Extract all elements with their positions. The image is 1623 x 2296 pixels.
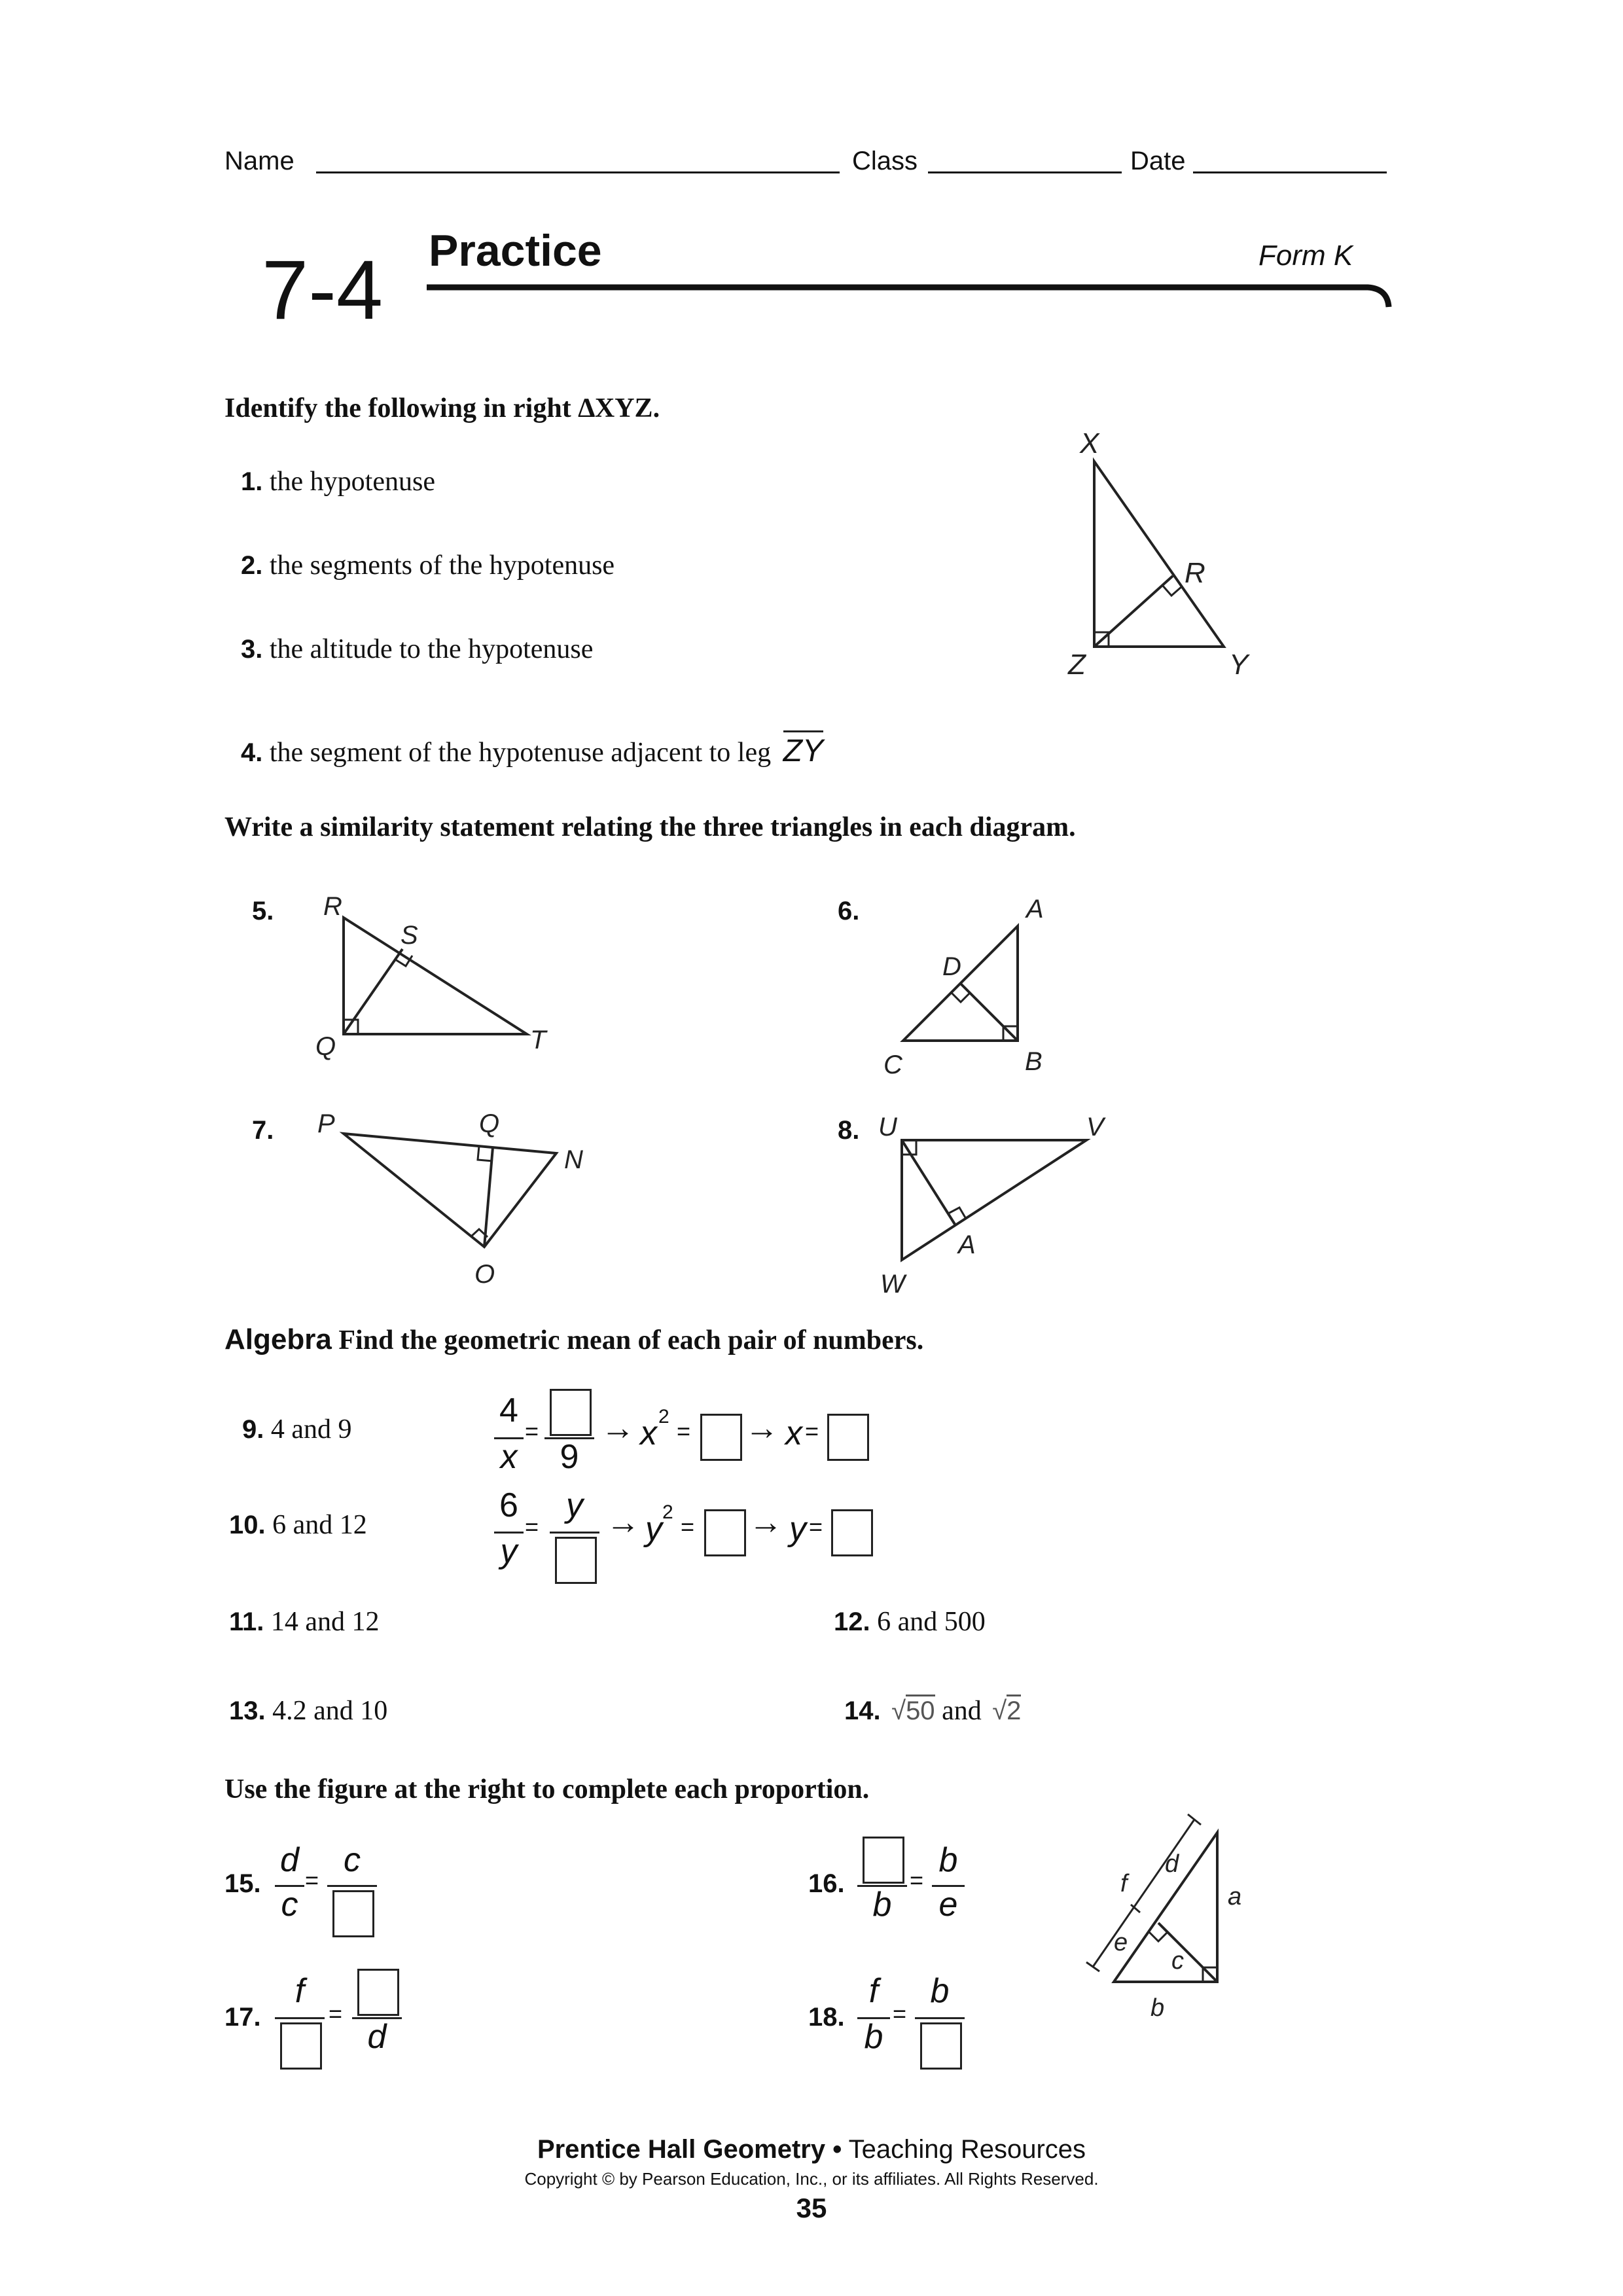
question-number: 15. xyxy=(224,1869,261,1898)
class-label: Class xyxy=(852,147,918,175)
question-number: 10. xyxy=(229,1511,266,1539)
triangle-xyz-figure xyxy=(1060,425,1270,681)
question-12 xyxy=(834,1606,986,1638)
section1-instruction: Identify the following in right ∆XYZ. xyxy=(224,393,660,423)
label-v: V xyxy=(1086,1113,1104,1141)
equals-sign: = xyxy=(805,1418,819,1444)
label-q: Q xyxy=(315,1032,336,1061)
footer-book-line xyxy=(0,2135,1623,2164)
question-text: 4 and 9 xyxy=(270,1414,352,1444)
question-number: 4. xyxy=(241,738,263,767)
frac-numerator: b xyxy=(938,1841,958,1879)
question-number: 16. xyxy=(808,1869,845,1898)
question-1 xyxy=(241,466,435,497)
question-number: 1. xyxy=(241,467,263,496)
radicand: 50 xyxy=(906,1695,935,1725)
arrow-icon: → xyxy=(745,1409,779,1447)
question-13 xyxy=(229,1695,387,1727)
frac-numerator: d xyxy=(280,1841,299,1879)
fraction-bar xyxy=(915,2017,965,2019)
label-e: e xyxy=(1114,1929,1128,1956)
answer-box-10b[interactable] xyxy=(704,1509,746,1556)
label-c: C xyxy=(883,1050,902,1079)
question-number: 18. xyxy=(808,2003,845,2032)
question-4 xyxy=(241,733,823,769)
variable: y xyxy=(645,1510,662,1548)
segment-zy: ZY xyxy=(783,730,823,768)
label-d: d xyxy=(1165,1850,1179,1878)
frac-denominator: c xyxy=(281,1886,298,1924)
frac-denominator: b xyxy=(864,2018,883,2056)
label-a: A xyxy=(958,1230,976,1259)
section4-instruction: Use the figure at the right to complete each proportion. xyxy=(224,1774,870,1804)
question-10 xyxy=(229,1509,367,1541)
page-number: 35 xyxy=(796,2193,827,2223)
superscript: 2 xyxy=(662,1501,673,1523)
frac-denominator: b xyxy=(872,1886,892,1924)
equals-sign: = xyxy=(305,1867,319,1893)
answer-box-16[interactable] xyxy=(863,1837,904,1884)
section2-instruction: Write a similarity statement relating the three triangles in each diagram. xyxy=(224,812,1076,842)
question-number: 6. xyxy=(838,897,860,925)
frac-numerator: 4 xyxy=(499,1391,518,1429)
frac-numerator: y xyxy=(566,1486,583,1524)
frac-numerator: c xyxy=(344,1841,361,1879)
page-title: Practice xyxy=(429,226,602,276)
equals-sign: = xyxy=(681,1513,695,1540)
question-number: 12. xyxy=(834,1607,870,1636)
equals-sign: = xyxy=(525,1513,539,1540)
label-r: R xyxy=(1185,557,1205,589)
name-field[interactable] xyxy=(316,171,840,173)
answer-box-18[interactable] xyxy=(920,2022,962,2070)
label-r: R xyxy=(323,892,342,921)
fraction-bar xyxy=(275,2017,325,2019)
name-label: Name xyxy=(224,147,294,175)
superscript: 2 xyxy=(658,1406,669,1427)
answer-box-17a[interactable] xyxy=(280,2022,322,2070)
question-text: the hypotenuse xyxy=(269,467,435,497)
frac-denominator: d xyxy=(367,2018,387,2056)
instruction-text: Find the geometric mean of each pair of numbers. xyxy=(338,1325,924,1355)
frac-denominator: x xyxy=(500,1438,518,1476)
question-text: the altitude to the hypotenuse xyxy=(269,634,594,664)
equals-sign: = xyxy=(910,1867,924,1893)
variable: y xyxy=(789,1510,806,1548)
question-text: the segment of the hypotenuse adjacent to leg xyxy=(269,738,772,768)
label-o: O xyxy=(474,1260,495,1289)
question-number: 3. xyxy=(241,635,263,664)
frac-numerator: b xyxy=(930,1972,950,2010)
label-w: W xyxy=(880,1270,905,1299)
equals-sign: = xyxy=(677,1418,691,1444)
label-p: P xyxy=(317,1109,335,1138)
arrow-icon: → xyxy=(606,1503,640,1541)
question-text: 4.2 and 10 xyxy=(272,1696,388,1726)
label-n: N xyxy=(564,1145,583,1174)
question-11 xyxy=(229,1606,380,1638)
triangle-8-figure xyxy=(870,1106,1158,1316)
triangle-5-figure xyxy=(308,884,569,1080)
question-number: 7. xyxy=(252,1116,274,1145)
answer-box-10a[interactable] xyxy=(555,1537,597,1584)
frac-numerator: 6 xyxy=(499,1486,518,1524)
label-x: X xyxy=(1080,427,1099,459)
triangle-7-figure xyxy=(308,1106,602,1296)
question-number: 17. xyxy=(224,2003,261,2032)
label-t: T xyxy=(530,1026,546,1054)
variable: x xyxy=(640,1414,657,1452)
label-a: a xyxy=(1228,1883,1242,1910)
label-y: Y xyxy=(1229,649,1249,681)
resource-title: Teaching Resources xyxy=(848,2135,1086,2164)
question-text: 14 and 12 xyxy=(270,1607,380,1637)
class-field[interactable] xyxy=(928,171,1122,173)
question-number: 14. xyxy=(844,1696,881,1725)
label-c: c xyxy=(1171,1947,1184,1975)
arrow-icon: → xyxy=(749,1503,783,1541)
answer-box-10c[interactable] xyxy=(831,1509,873,1556)
question-9 xyxy=(242,1414,352,1445)
radical-50: √50 xyxy=(891,1696,935,1725)
question-2 xyxy=(241,550,615,581)
equals-sign: = xyxy=(809,1513,823,1540)
question-number: 8. xyxy=(838,1116,860,1145)
question-number: 5. xyxy=(252,897,274,925)
form-label: Form K xyxy=(1258,240,1353,272)
answer-box-9a[interactable] xyxy=(550,1389,592,1436)
label-q: Q xyxy=(479,1109,500,1138)
label-z: Z xyxy=(1068,649,1086,681)
title-rule xyxy=(425,278,1394,311)
label-b: b xyxy=(1150,1994,1165,2022)
answer-box-17b[interactable] xyxy=(357,1969,399,2016)
label-f: f xyxy=(1120,1870,1128,1897)
label-d: D xyxy=(942,952,961,981)
fraction-bar xyxy=(550,1532,599,1534)
frac-numerator: f xyxy=(868,1972,879,2010)
book-title: Prentice Hall Geometry • xyxy=(537,2135,842,2164)
question-number: 2. xyxy=(241,551,263,580)
question-text: 6 and 500 xyxy=(877,1607,986,1637)
copyright: Copyright © by Pearson Education, Inc., or its affiliates. All Rights Reserved. xyxy=(524,2169,1099,2189)
frac-numerator: f xyxy=(294,1972,305,2010)
date-field[interactable] xyxy=(1193,171,1387,173)
label-s: S xyxy=(401,921,418,950)
proportion-triangle-figure xyxy=(1073,1806,1270,2029)
question-number: 13. xyxy=(229,1696,266,1725)
frac-denominator: y xyxy=(500,1532,518,1570)
triangle-6-figure xyxy=(870,884,1093,1080)
question-text: the segments of the hypotenuse xyxy=(269,550,615,581)
answer-box-9c[interactable] xyxy=(827,1414,869,1461)
equals-sign: = xyxy=(525,1418,539,1444)
question-3 xyxy=(241,634,593,665)
label-b: B xyxy=(1025,1047,1043,1076)
question-number: 9. xyxy=(242,1415,264,1444)
arrow-icon: → xyxy=(601,1409,635,1447)
section3-instruction xyxy=(224,1323,923,1356)
variable: x xyxy=(785,1414,802,1452)
question-text: 6 and 12 xyxy=(272,1510,367,1540)
label-u: U xyxy=(878,1113,897,1141)
equals-sign: = xyxy=(329,2000,343,2027)
frac-denominator: 9 xyxy=(560,1438,579,1476)
fraction-bar xyxy=(327,1885,377,1887)
frac-denominator: e xyxy=(938,1886,958,1924)
radical-2: √2 xyxy=(992,1696,1021,1725)
lesson-number: 7-4 xyxy=(262,243,383,337)
radicand: 2 xyxy=(1007,1695,1021,1725)
question-number: 11. xyxy=(229,1607,264,1636)
and-text: and xyxy=(942,1696,982,1726)
date-label: Date xyxy=(1130,147,1186,175)
question-14 xyxy=(844,1695,1021,1727)
algebra-label: Algebra xyxy=(224,1323,332,1355)
answer-box-9b[interactable] xyxy=(700,1414,742,1461)
label-a: A xyxy=(1026,895,1044,924)
answer-box-15[interactable] xyxy=(332,1890,374,1937)
equals-sign: = xyxy=(893,2000,907,2027)
